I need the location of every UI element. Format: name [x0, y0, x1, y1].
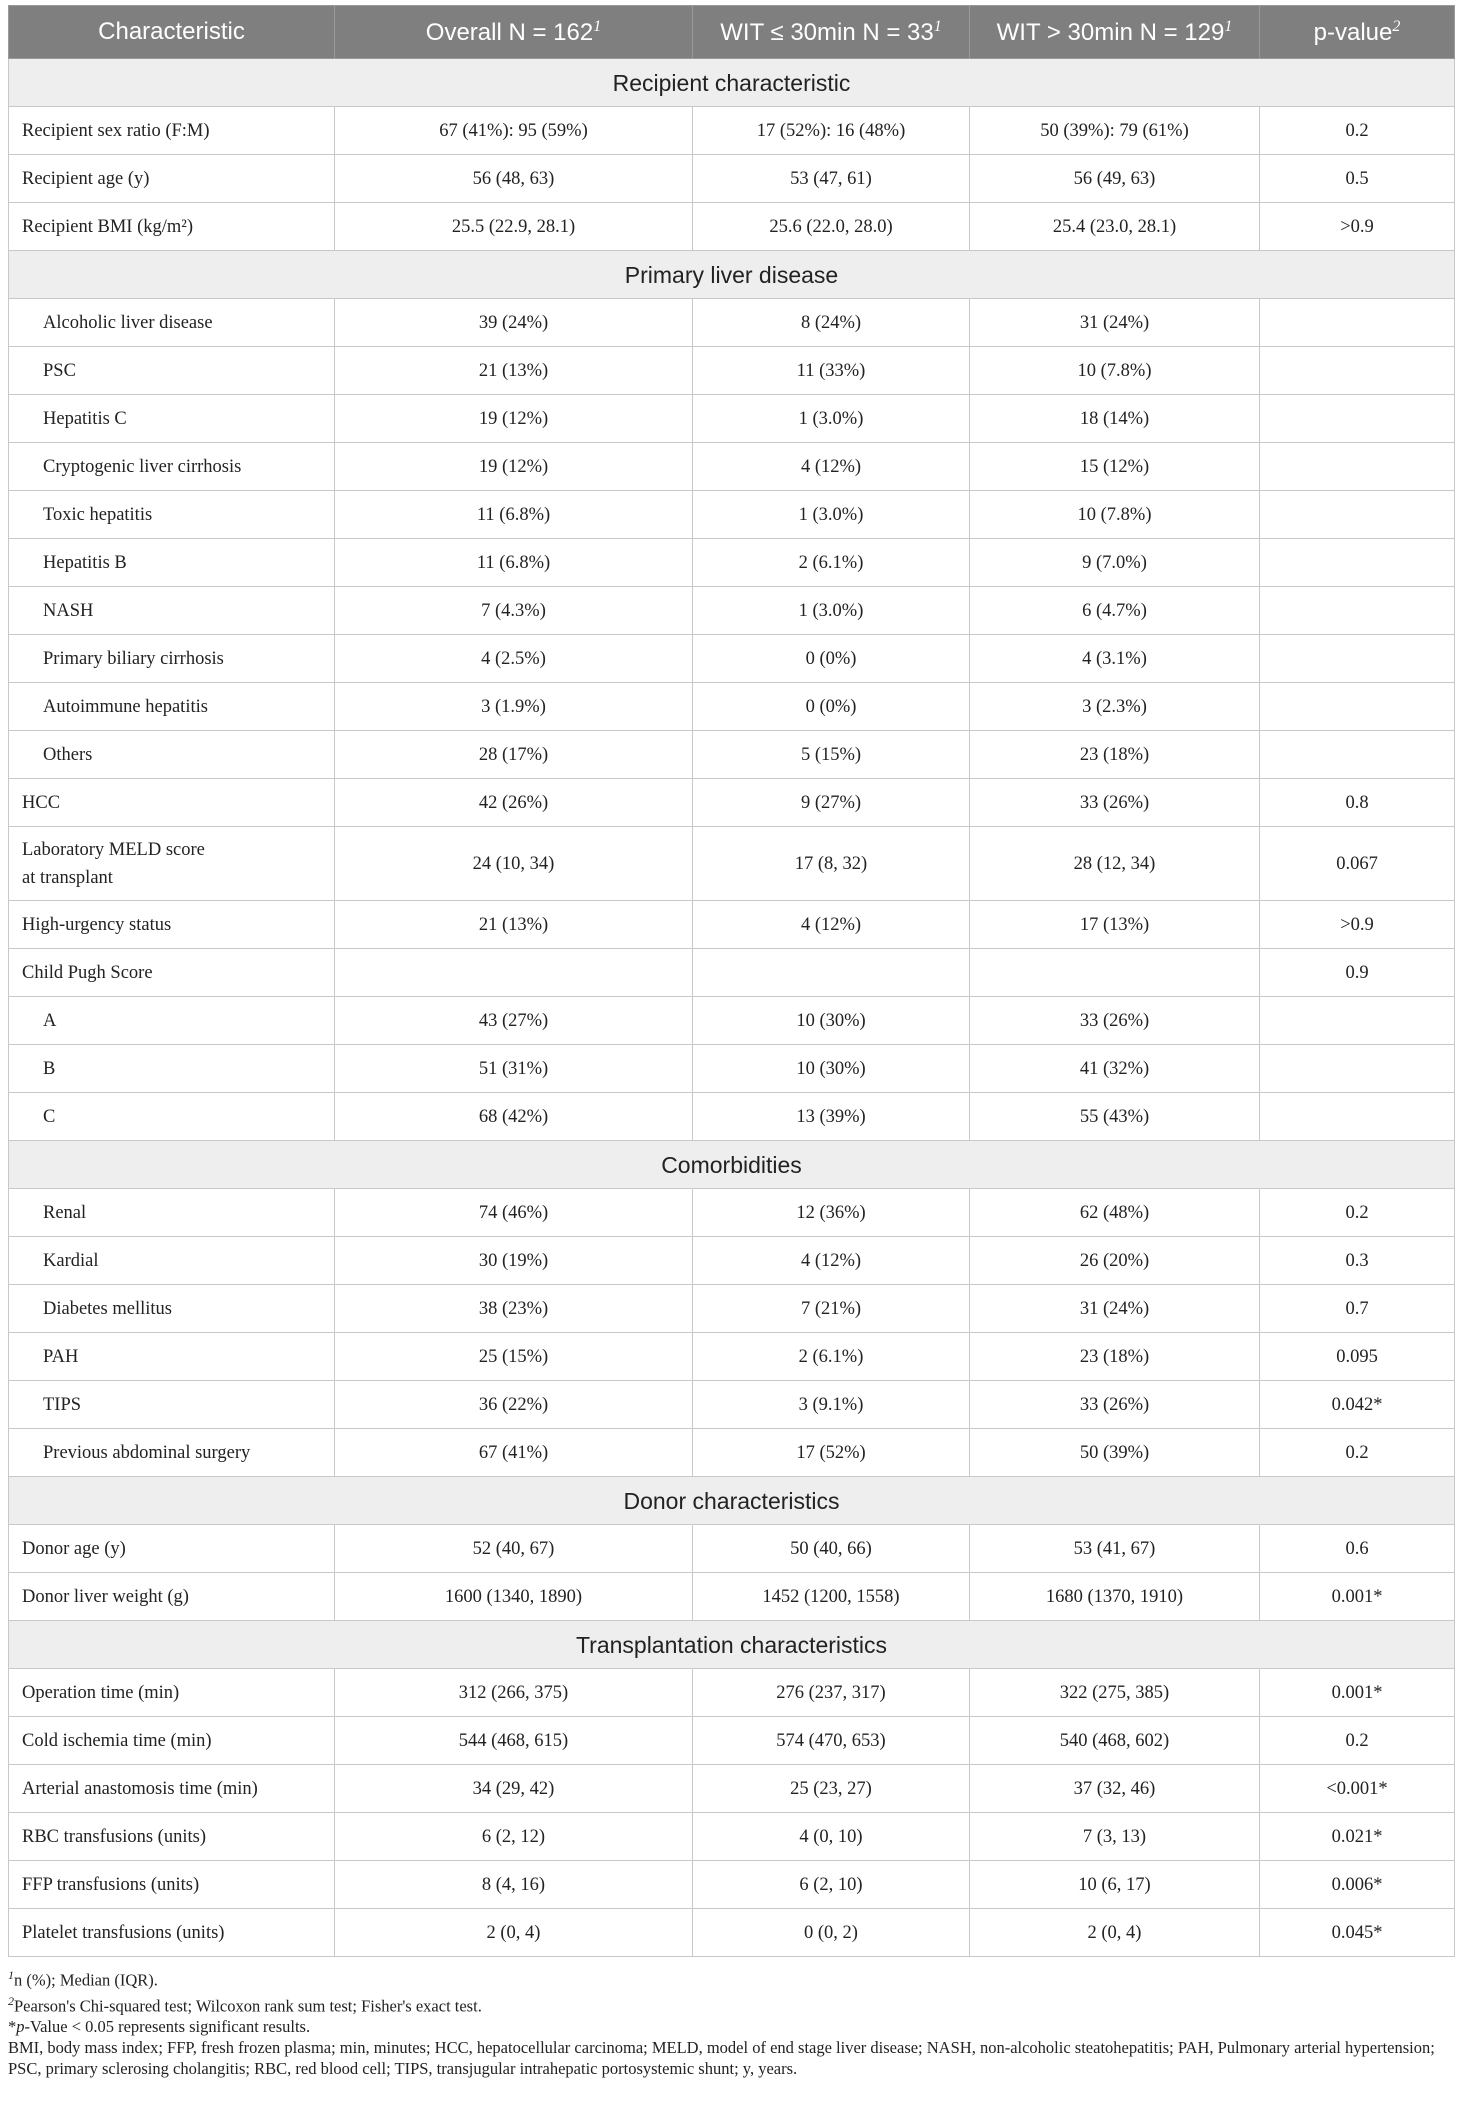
cell-wit-low: 12 (36%)	[693, 1189, 970, 1237]
cell-wit-low: 4 (12%)	[693, 443, 970, 491]
table-row	[9, 107, 1455, 155]
cell-p-value: 0.2	[1260, 107, 1455, 155]
table-row	[9, 1525, 1455, 1573]
header-characteristic: Characteristic	[9, 6, 335, 59]
row-label: Arterial anastomosis time (min)	[9, 1765, 335, 1813]
table-row	[9, 949, 1455, 997]
cell-wit-low: 2 (6.1%)	[693, 1333, 970, 1381]
cell-wit-low: 8 (24%)	[693, 299, 970, 347]
table-body	[9, 59, 1455, 1957]
cell-p-value: 0.001*	[1260, 1573, 1455, 1621]
cell-overall: 7 (4.3%)	[335, 587, 693, 635]
row-label: RBC transfusions (units)	[9, 1813, 335, 1861]
cell-wit-low: 5 (15%)	[693, 731, 970, 779]
cell-wit-high: 53 (41, 67)	[970, 1525, 1260, 1573]
cell-wit-low: 4 (0, 10)	[693, 1813, 970, 1861]
table-row	[9, 1573, 1455, 1621]
table-row	[9, 443, 1455, 491]
cell-wit-high: 25.4 (23.0, 28.1)	[970, 203, 1260, 251]
cell-overall: 67 (41%): 95 (59%)	[335, 107, 693, 155]
table-row	[9, 683, 1455, 731]
table-row	[9, 731, 1455, 779]
cell-wit-low: 10 (30%)	[693, 997, 970, 1045]
row-label: Donor age (y)	[9, 1525, 335, 1573]
cell-overall: 6 (2, 12)	[335, 1813, 693, 1861]
cell-p-value	[1260, 683, 1455, 731]
cell-overall: 34 (29, 42)	[335, 1765, 693, 1813]
cell-overall: 28 (17%)	[335, 731, 693, 779]
cell-overall: 51 (31%)	[335, 1045, 693, 1093]
cell-p-value: 0.001*	[1260, 1669, 1455, 1717]
cell-wit-high: 33 (26%)	[970, 779, 1260, 827]
cell-overall: 312 (266, 375)	[335, 1669, 693, 1717]
header-p-value: p-value$^2$	[1260, 6, 1455, 59]
cell-p-value: 0.9	[1260, 949, 1455, 997]
cell-wit-low: 7 (21%)	[693, 1285, 970, 1333]
cell-wit-low: 1 (3.0%)	[693, 491, 970, 539]
cell-p-value: 0.7	[1260, 1285, 1455, 1333]
cell-overall: 38 (23%)	[335, 1285, 693, 1333]
section-row	[9, 1621, 1455, 1669]
row-label: Laboratory MELD score at transplant	[9, 827, 335, 901]
row-label: Toxic hepatitis	[9, 491, 335, 539]
cell-p-value: >0.9	[1260, 901, 1455, 949]
cell-p-value: <0.001*	[1260, 1765, 1455, 1813]
cell-wit-low: 6 (2, 10)	[693, 1861, 970, 1909]
cell-wit-high: 17 (13%)	[970, 901, 1260, 949]
row-label: Alcoholic liver disease	[9, 299, 335, 347]
cell-wit-low: 50 (40, 66)	[693, 1525, 970, 1573]
table-row	[9, 1429, 1455, 1477]
cell-p-value	[1260, 1093, 1455, 1141]
table-row	[9, 1765, 1455, 1813]
table-row	[9, 1669, 1455, 1717]
cell-overall: 39 (24%)	[335, 299, 693, 347]
table-row	[9, 587, 1455, 635]
cell-overall: 25 (15%)	[335, 1333, 693, 1381]
cell-overall: 21 (13%)	[335, 347, 693, 395]
cell-wit-low: 53 (47, 61)	[693, 155, 970, 203]
cell-p-value: 0.045*	[1260, 1909, 1455, 1957]
cell-p-value	[1260, 395, 1455, 443]
cell-wit-high: 31 (24%)	[970, 299, 1260, 347]
cell-p-value	[1260, 1045, 1455, 1093]
cell-p-value: >0.9	[1260, 203, 1455, 251]
cell-overall: 42 (26%)	[335, 779, 693, 827]
cell-p-value: 0.021*	[1260, 1813, 1455, 1861]
table-row	[9, 347, 1455, 395]
cell-overall	[335, 949, 693, 997]
cell-overall: 67 (41%)	[335, 1429, 693, 1477]
header-row	[9, 6, 1455, 59]
cell-wit-high: 540 (468, 602)	[970, 1717, 1260, 1765]
cell-overall: 68 (42%)	[335, 1093, 693, 1141]
cell-wit-low: 0 (0, 2)	[693, 1909, 970, 1957]
cell-wit-high: 18 (14%)	[970, 395, 1260, 443]
row-label: Previous abdominal surgery	[9, 1429, 335, 1477]
cell-p-value: 0.6	[1260, 1525, 1455, 1573]
section-title: Transplantation characteristics	[9, 1621, 1455, 1669]
cell-overall: 30 (19%)	[335, 1237, 693, 1285]
header-overall: Overall $N = 162^1$	[335, 6, 693, 59]
cell-wit-high: 55 (43%)	[970, 1093, 1260, 1141]
row-label: TIPS	[9, 1381, 335, 1429]
cell-overall: 43 (27%)	[335, 997, 693, 1045]
section-title: Recipient characteristic	[9, 59, 1455, 107]
row-label: Platelet transfusions (units)	[9, 1909, 335, 1957]
row-label: Others	[9, 731, 335, 779]
cell-p-value: 0.8	[1260, 779, 1455, 827]
cell-wit-high: 50 (39%)	[970, 1429, 1260, 1477]
table-row	[9, 395, 1455, 443]
cell-overall: 11 (6.8%)	[335, 539, 693, 587]
table-row	[9, 491, 1455, 539]
cell-overall: 25.5 (22.9, 28.1)	[335, 203, 693, 251]
cell-wit-high: 41 (32%)	[970, 1045, 1260, 1093]
cell-p-value: 0.095	[1260, 1333, 1455, 1381]
cell-overall: 24 (10, 34)	[335, 827, 693, 901]
row-label: PAH	[9, 1333, 335, 1381]
cell-p-value	[1260, 443, 1455, 491]
cell-wit-high: 23 (18%)	[970, 731, 1260, 779]
table-row	[9, 299, 1455, 347]
section-title: Donor characteristics	[9, 1477, 1455, 1525]
cell-wit-high: 4 (3.1%)	[970, 635, 1260, 683]
section-title: Comorbidities	[9, 1141, 1455, 1189]
table-row	[9, 1813, 1455, 1861]
cell-p-value: 0.5	[1260, 155, 1455, 203]
cell-wit-high: 33 (26%)	[970, 997, 1260, 1045]
cell-wit-low: 574 (470, 653)	[693, 1717, 970, 1765]
table-row	[9, 1333, 1455, 1381]
cell-overall: 56 (48, 63)	[335, 155, 693, 203]
cell-p-value	[1260, 299, 1455, 347]
cell-wit-low: 11 (33%)	[693, 347, 970, 395]
row-label: Hepatitis C	[9, 395, 335, 443]
cell-wit-low: 17 (52%): 16 (48%)	[693, 107, 970, 155]
cell-overall: 52 (40, 67)	[335, 1525, 693, 1573]
row-label: Primary biliary cirrhosis	[9, 635, 335, 683]
cell-wit-high: 2 (0, 4)	[970, 1909, 1260, 1957]
footnote-2: $^2$Pearson's Chi-squared test; Wilcoxon rank sum test; Fisher's exact test.	[8, 1993, 482, 2015]
table-row	[9, 1861, 1455, 1909]
table-container	[8, 5, 1454, 2079]
table-row	[9, 1237, 1455, 1285]
cell-p-value	[1260, 635, 1455, 683]
cell-wit-high: 50 (39%): 79 (61%)	[970, 107, 1260, 155]
table-row	[9, 901, 1455, 949]
cell-overall: 21 (13%)	[335, 901, 693, 949]
cell-overall: 2 (0, 4)	[335, 1909, 693, 1957]
cell-wit-low: 1 (3.0%)	[693, 395, 970, 443]
cell-wit-low: 1452 (1200, 1558)	[693, 1573, 970, 1621]
footnotes	[8, 1965, 1454, 2079]
table-row	[9, 997, 1455, 1045]
cell-p-value: 0.2	[1260, 1189, 1455, 1237]
section-row	[9, 59, 1455, 107]
cell-wit-high: 10 (7.8%)	[970, 491, 1260, 539]
cell-wit-low	[693, 949, 970, 997]
cell-p-value: 0.006*	[1260, 1861, 1455, 1909]
section-row	[9, 251, 1455, 299]
cell-wit-high: 9 (7.0%)	[970, 539, 1260, 587]
cell-wit-high: 1680 (1370, 1910)	[970, 1573, 1260, 1621]
row-label: PSC	[9, 347, 335, 395]
section-row	[9, 1141, 1455, 1189]
characteristics-table	[8, 5, 1455, 1957]
cell-overall: 19 (12%)	[335, 395, 693, 443]
cell-overall: 8 (4, 16)	[335, 1861, 693, 1909]
row-label: Autoimmune hepatitis	[9, 683, 335, 731]
section-row	[9, 1477, 1455, 1525]
row-label: B	[9, 1045, 335, 1093]
cell-wit-high: 10 (7.8%)	[970, 347, 1260, 395]
header-wit-high: WIT > 30min $N = 129^1$	[970, 6, 1260, 59]
cell-wit-high: 322 (275, 385)	[970, 1669, 1260, 1717]
row-label: High-urgency status	[9, 901, 335, 949]
cell-wit-low: 17 (8, 32)	[693, 827, 970, 901]
cell-wit-low: 4 (12%)	[693, 1237, 970, 1285]
cell-wit-low: 0 (0%)	[693, 635, 970, 683]
row-label: Cold ischemia time (min)	[9, 1717, 335, 1765]
table-row	[9, 1189, 1455, 1237]
cell-wit-high: 62 (48%)	[970, 1189, 1260, 1237]
table-row	[9, 827, 1455, 901]
cell-wit-high	[970, 949, 1260, 997]
cell-wit-high: 56 (49, 63)	[970, 155, 1260, 203]
cell-overall: 19 (12%)	[335, 443, 693, 491]
row-label: Hepatitis B	[9, 539, 335, 587]
table-row	[9, 635, 1455, 683]
cell-overall: 1600 (1340, 1890)	[335, 1573, 693, 1621]
cell-wit-low: 10 (30%)	[693, 1045, 970, 1093]
row-label: Recipient sex ratio (F:M)	[9, 107, 335, 155]
cell-wit-high: 37 (32, 46)	[970, 1765, 1260, 1813]
table-row	[9, 155, 1455, 203]
cell-wit-low: 1 (3.0%)	[693, 587, 970, 635]
cell-wit-low: 17 (52%)	[693, 1429, 970, 1477]
table-row	[9, 1093, 1455, 1141]
cell-wit-high: 31 (24%)	[970, 1285, 1260, 1333]
cell-p-value	[1260, 491, 1455, 539]
row-label: Diabetes mellitus	[9, 1285, 335, 1333]
table-row	[9, 1909, 1455, 1957]
cell-wit-high: 6 (4.7%)	[970, 587, 1260, 635]
cell-overall: 36 (22%)	[335, 1381, 693, 1429]
table-row	[9, 779, 1455, 827]
cell-wit-high: 15 (12%)	[970, 443, 1260, 491]
cell-wit-low: 3 (9.1%)	[693, 1381, 970, 1429]
cell-p-value: 0.2	[1260, 1429, 1455, 1477]
row-label: Recipient BMI (kg/m²)	[9, 203, 335, 251]
row-label: Recipient age (y)	[9, 155, 335, 203]
row-label: HCC	[9, 779, 335, 827]
table-header	[9, 6, 1455, 59]
table-row	[9, 1045, 1455, 1093]
table-row	[9, 1717, 1455, 1765]
row-label: Operation time (min)	[9, 1669, 335, 1717]
row-label: Kardial	[9, 1237, 335, 1285]
cell-wit-low: 13 (39%)	[693, 1093, 970, 1141]
cell-wit-high: 26 (20%)	[970, 1237, 1260, 1285]
row-label: Donor liver weight (g)	[9, 1573, 335, 1621]
cell-overall: 544 (468, 615)	[335, 1717, 693, 1765]
cell-wit-low: 25 (23, 27)	[693, 1765, 970, 1813]
cell-p-value	[1260, 539, 1455, 587]
row-label: A	[9, 997, 335, 1045]
cell-p-value	[1260, 347, 1455, 395]
row-label: FFP transfusions (units)	[9, 1861, 335, 1909]
cell-wit-low: 2 (6.1%)	[693, 539, 970, 587]
cell-p-value	[1260, 587, 1455, 635]
cell-p-value: 0.042*	[1260, 1381, 1455, 1429]
cell-overall: 4 (2.5%)	[335, 635, 693, 683]
cell-p-value	[1260, 731, 1455, 779]
cell-wit-high: 28 (12, 34)	[970, 827, 1260, 901]
cell-wit-high: 7 (3, 13)	[970, 1813, 1260, 1861]
header-wit-low: WIT ≤ 30min $N = 33^1$	[693, 6, 970, 59]
cell-wit-low: 0 (0%)	[693, 683, 970, 731]
row-label: Cryptogenic liver cirrhosis	[9, 443, 335, 491]
table-row	[9, 539, 1455, 587]
cell-wit-low: 9 (27%)	[693, 779, 970, 827]
cell-overall: 3 (1.9%)	[335, 683, 693, 731]
row-label: Child Pugh Score	[9, 949, 335, 997]
cell-p-value: 0.2	[1260, 1717, 1455, 1765]
cell-p-value: 0.067	[1260, 827, 1455, 901]
cell-p-value: 0.3	[1260, 1237, 1455, 1285]
cell-wit-high: 33 (26%)	[970, 1381, 1260, 1429]
table-row	[9, 1381, 1455, 1429]
cell-wit-low: 4 (12%)	[693, 901, 970, 949]
cell-wit-high: 3 (2.3%)	[970, 683, 1260, 731]
cell-p-value	[1260, 997, 1455, 1045]
table-row	[9, 1285, 1455, 1333]
cell-wit-high: 10 (6, 17)	[970, 1861, 1260, 1909]
cell-wit-high: 23 (18%)	[970, 1333, 1260, 1381]
cell-wit-low: 25.6 (22.0, 28.0)	[693, 203, 970, 251]
row-label: Renal	[9, 1189, 335, 1237]
row-label: NASH	[9, 587, 335, 635]
cell-wit-low: 276 (237, 317)	[693, 1669, 970, 1717]
footnote-1: $^1$n (%); Median (IQR).	[8, 1968, 158, 1990]
cell-overall: 74 (46%)	[335, 1189, 693, 1237]
cell-overall: 11 (6.8%)	[335, 491, 693, 539]
section-title: Primary liver disease	[9, 251, 1455, 299]
footnote-3: *p-Value < 0.05 represents significant results.	[8, 2017, 311, 2036]
table-row	[9, 203, 1455, 251]
footnote-abbreviations: BMI, body mass index; FFP, fresh frozen plasma; min, minutes; HCC, hepatocellular carcinoma; MELD, model of end stage liver disease; NASH, non-alcoholic steatohepatitis; PAH, Pulmonary arterial hypertension; PSC, primary sclerosing cholangitis; RBC, red blood cell; TIPS, transjugular intrahepatic portosystemic shunt; y, years.	[8, 2038, 1435, 2078]
row-label: C	[9, 1093, 335, 1141]
